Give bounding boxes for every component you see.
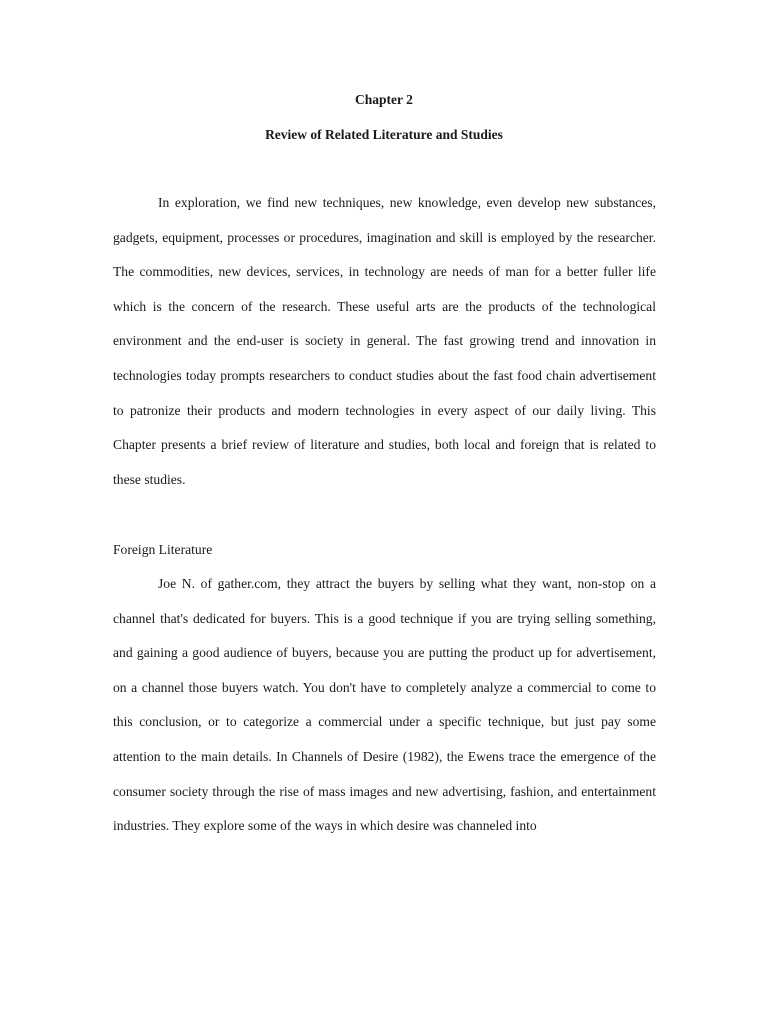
intro-paragraph: In exploration, we find new techniques, new knowledge, even develop new substances, gadgets, equipment, processes or procedures, imagination and skill is employed by the researcher. The commodities, new devices, services, in technology are needs of man for a better fuller life which is the concern of the research. These useful arts are the products of the technological environment and the end-user is society in general. The fast growing trend and innovation in technologies today prompts researchers to conduct studies about the fast food chain advertisement to patronize their products and modern technologies in every aspect of our daily living. This Chapter presents a brief review of literature and studies, both local and foreign that is related to these studies.: [113, 195, 656, 487]
section-heading-foreign-literature: Foreign Literature: [113, 542, 213, 557]
chapter-number: Chapter 2: [355, 92, 413, 107]
foreign-literature-paragraph: Joe N. of gather.com, they attract the buyers by selling what they want, non-stop on a channel that's dedicated for buyers. This is a good technique if you are trying selling something, and gaining a good audience of buyers, because you are putting the product up for advertisement, on a channel those buyers watch. You don't have to completely analyze a commercial to come to this conclusion, or to categorize a commercial under a specific technique, but just pay some attention to the main details. In Channels of Desire (1982), the Ewens trace the emergence of the consumer society through the rise of mass images and new advertising, fashion, and entertainment industries. They explore some of the ways in which desire was channeled into: [113, 576, 656, 834]
chapter-title: Review of Related Literature and Studies: [265, 127, 503, 142]
